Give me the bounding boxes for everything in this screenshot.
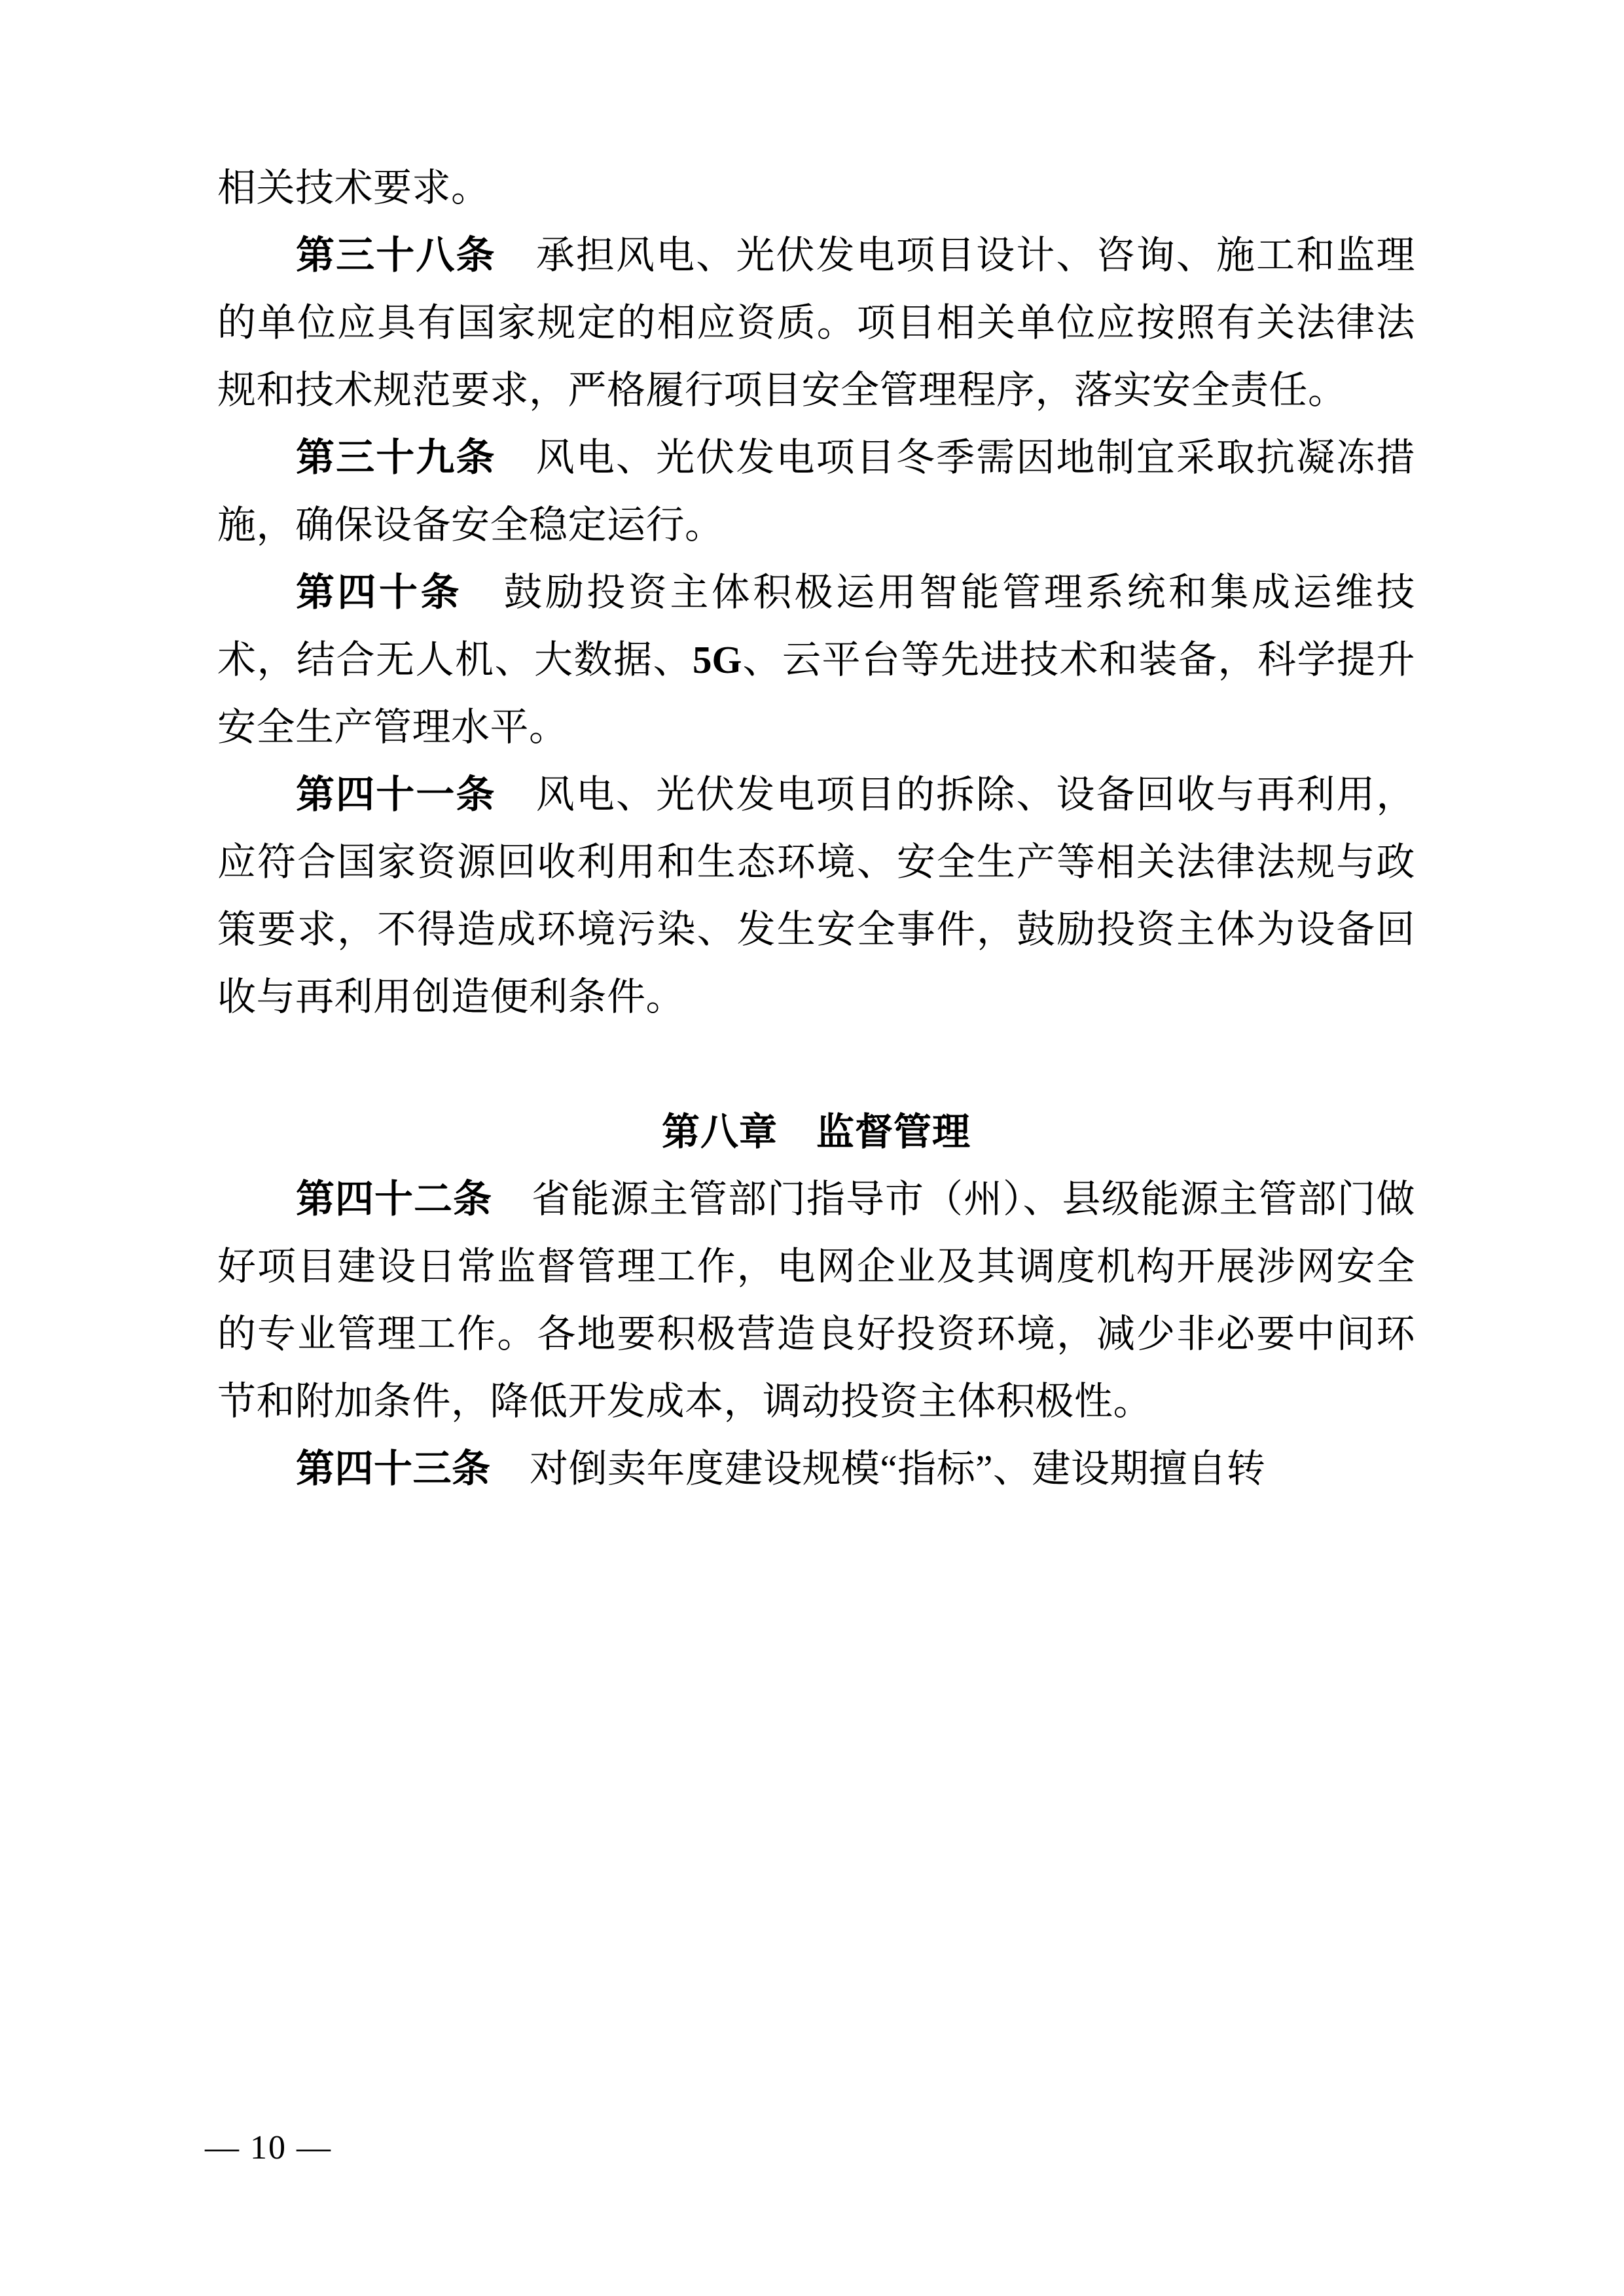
latin-term-5g: 5G [693,638,742,681]
paragraph-text-after-latin: 、云平台等先进技术和装备，科学提升安全生产管理水平。 [217,638,1415,749]
paragraph-continuation [217,154,1415,222]
paragraph-article-39 [217,424,1415,559]
article-marker-43: 第四十三条 [296,1447,491,1490]
heading-spacer-above [217,1031,1415,1098]
article-marker-41: 第四十一条 [296,773,496,816]
paragraph-text-before-latin: 鼓励投资主体积极运用智能管理系统和集成运维技术，结合无人机、大数据、 [217,571,1415,681]
article-marker-39: 第三十九条 [296,436,496,479]
paragraph-text: 相关技术要求。 [217,166,490,209]
paragraph-article-42 [217,1166,1415,1435]
paragraph-article-40 [217,559,1415,761]
paragraph-text: 风电、光伏发电项目冬季需因地制宜采取抗凝冻措施，确保设备安全稳定运行。 [217,436,1415,547]
paragraph-text: 承担风电、光伏发电项目设计、咨询、施工和监理的单位应具有国家规定的相应资质。项目相关单位应按照有关法律法规和技术规范要求，严格履行项目安全管理程序，落实安全责任。 [217,234,1415,412]
article-marker-38: 第三十八条 [296,234,496,277]
paragraph-text: 省能源主管部门指导市（州）、县级能源主管部门做好项目建设日常监督管理工作，电网企业及其调度机构开展涉网安全的专业管理工作。各地要积极营造良好投资环境，减少非必要中间环节和附加条件，降低开发成本，调动投资主体积极性。 [217,1177,1415,1423]
article-marker-42: 第四十二条 [296,1177,492,1221]
page-number-footer: — 10 — [205,2129,332,2166]
paragraph-article-38 [217,222,1415,424]
paragraph-article-43 [217,1435,1415,1503]
paragraph-text: 对倒卖年度建设规模“指标”、建设期擅自转 [490,1447,1266,1490]
chapter-heading: 第八章 监督管理 [661,1111,971,1153]
paragraph-text: 风电、光伏发电项目的拆除、设备回收与再利用，应符合国家资源回收利用和生态环境、安全生产等相关法律法规与政策要求，不得造成环境污染、发生安全事件，鼓励投资主体为设备回收与再利用创造便利条件。 [217,773,1415,1018]
paragraph-article-41 [217,761,1415,1031]
document-body [217,154,1415,1503]
article-marker-40: 第四十条 [296,571,462,614]
